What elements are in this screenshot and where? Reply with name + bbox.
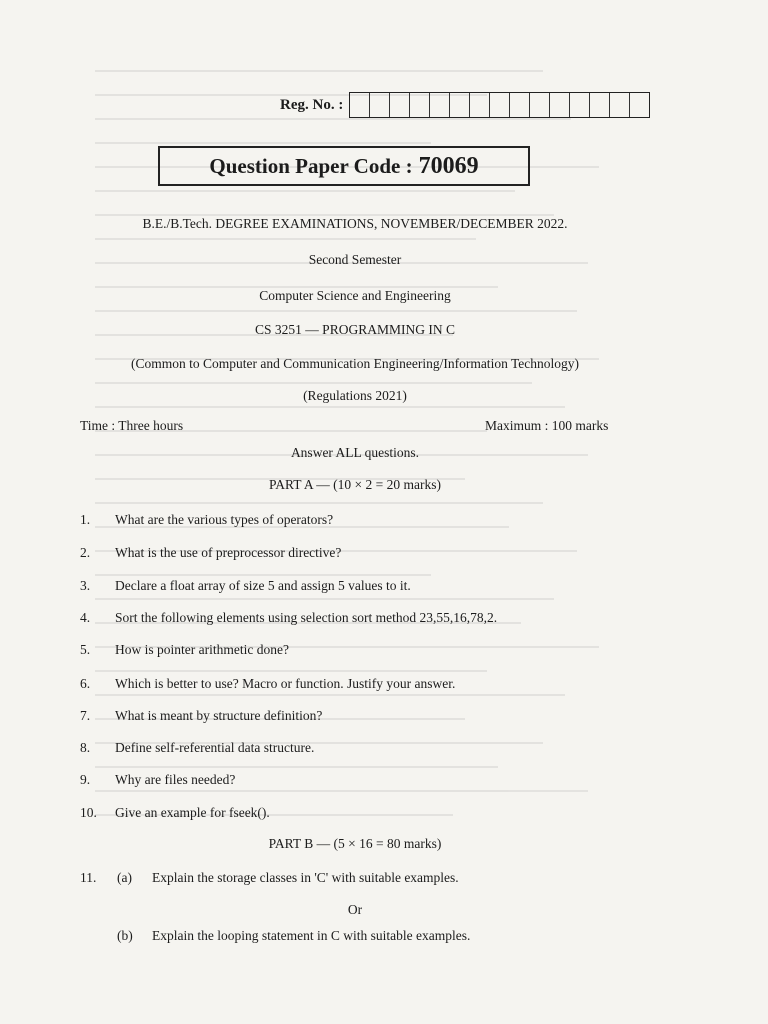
exam-course: CS 3251 — PROGRAMMING IN C xyxy=(255,322,455,337)
reg-no-box xyxy=(590,93,610,117)
question-number: 1. xyxy=(80,512,91,527)
reg-no-box xyxy=(530,93,550,117)
reg-no-boxes xyxy=(349,92,650,118)
reg-no-box xyxy=(450,93,470,117)
reg-no-field xyxy=(280,92,650,118)
question-number: 10. xyxy=(80,805,97,820)
q11a-sub: (a) xyxy=(117,870,132,885)
exam-instruction: Answer ALL questions. xyxy=(290,445,420,460)
question-number: 5. xyxy=(80,642,91,657)
exam-maximum: Maximum : 100 marks xyxy=(485,418,609,433)
qpc-label: Question Paper Code : xyxy=(209,153,413,178)
or-separator: Or xyxy=(347,902,363,917)
question-number: 4. xyxy=(80,610,91,625)
question-number: 3. xyxy=(80,578,91,593)
question-number: 9. xyxy=(80,772,91,787)
reg-no-box xyxy=(490,93,510,117)
exam-semester: Second Semester xyxy=(308,252,402,267)
reg-no-box xyxy=(370,93,390,117)
reg-no-label: Reg. No. : xyxy=(280,96,344,113)
qpc-value: 70069 xyxy=(418,152,479,179)
reg-no-box xyxy=(550,93,570,117)
part-a-heading: PART A — (10 × 2 = 20 marks) xyxy=(269,477,441,492)
question-number: 8. xyxy=(80,740,91,755)
question-text: What is the use of preprocessor directive? xyxy=(115,545,342,560)
reg-no-box xyxy=(350,93,370,117)
reg-no-box xyxy=(610,93,630,117)
exam-regulations: (Regulations 2021) xyxy=(303,388,407,403)
reg-no-box xyxy=(510,93,530,117)
question-text: What is meant by structure definition? xyxy=(115,708,323,723)
reg-no-box xyxy=(410,93,430,117)
question-number: 7. xyxy=(80,708,91,723)
q11b-sub: (b) xyxy=(117,928,133,943)
reg-no-box xyxy=(570,93,590,117)
question-number: 6. xyxy=(80,676,91,691)
exam-department: Computer Science and Engineering xyxy=(259,288,451,303)
reg-no-box xyxy=(390,93,410,117)
exam-time: Time : Three hours xyxy=(80,418,184,433)
reg-no-box xyxy=(430,93,450,117)
q11b-text: Explain the looping statement in C with suitable examples. xyxy=(152,928,471,943)
question-text: Define self-referential data structure. xyxy=(115,740,315,755)
question-number: 2. xyxy=(80,545,91,560)
q11-number: 11. xyxy=(80,870,97,885)
exam-common: (Common to Computer and Communication Engineering/Information Technology) xyxy=(131,356,579,371)
part-b-heading: PART B — (5 × 16 = 80 marks) xyxy=(268,836,442,851)
q11a-text: Explain the storage classes in 'C' with suitable examples. xyxy=(152,870,459,885)
question-text: What are the various types of operators? xyxy=(115,512,334,527)
question-text: Declare a float array of size 5 and assign 5 values to it. xyxy=(115,578,411,593)
exam-degree: B.E./B.Tech. DEGREE EXAMINATIONS, NOVEMBER/DECEMBER 2022. xyxy=(142,216,568,231)
reg-no-box xyxy=(470,93,490,117)
question-text: Sort the following elements using selection sort method 23,55,16,78,2. xyxy=(115,610,498,625)
question-text: Why are files needed? xyxy=(115,772,236,787)
question-text: How is pointer arithmetic done? xyxy=(115,642,289,657)
reg-no-box xyxy=(630,93,649,117)
question-paper-code-box xyxy=(158,146,530,186)
question-text: Give an example for fseek(). xyxy=(115,805,270,820)
question-text: Which is better to use? Macro or function. Justify your answer. xyxy=(115,676,456,691)
